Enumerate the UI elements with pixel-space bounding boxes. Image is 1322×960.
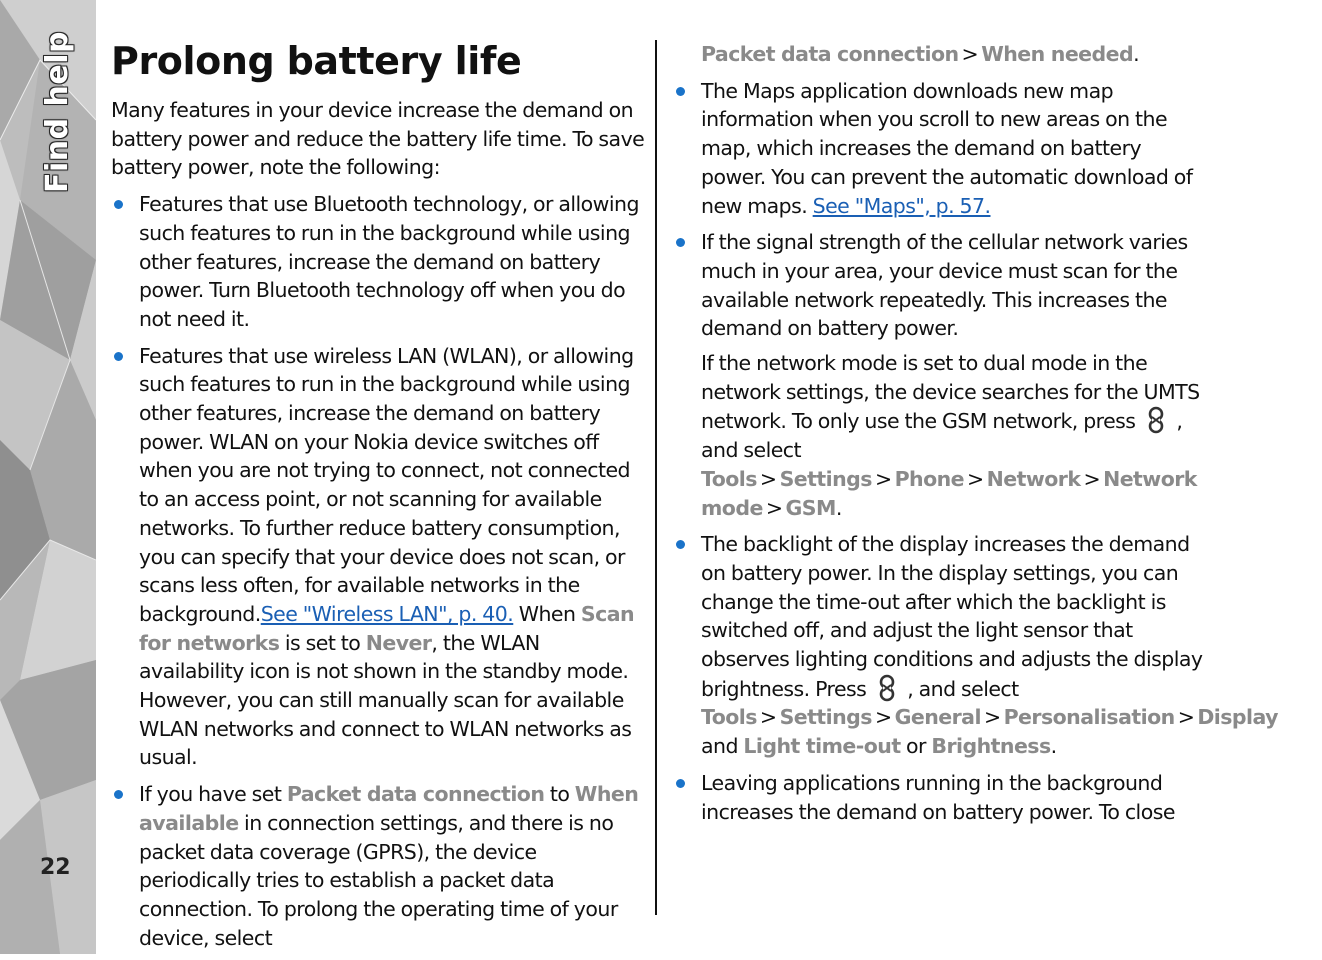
phone-option: Phone bbox=[894, 466, 965, 491]
packet-data-connection-option: Packet data connection bbox=[286, 782, 545, 807]
packet-text: If you have set bbox=[139, 782, 287, 807]
path-separator: > bbox=[1177, 705, 1195, 730]
menu-key-icon bbox=[874, 674, 900, 702]
page-number: 22 bbox=[40, 855, 71, 880]
backlight-text-5: . bbox=[1050, 734, 1057, 759]
packet-data-connection-option-2: Packet data connection bbox=[701, 42, 959, 66]
wireless-lan-link[interactable]: See "Wireless LAN", p. 40. bbox=[260, 601, 514, 626]
wlan-text: Features that use wireless LAN (WLAN), or allowing such features to run in the background while using other features, increase the demand on battery power. WLAN on your Nokia device switches off when you are not trying to connect, not connected to an access point, or not scanning for available networks. To further reduce battery consumption, you can specify that your device does not scan, or scans less often, for available networks in the background. bbox=[139, 343, 634, 626]
list-item-backlight bbox=[701, 530, 1278, 761]
display-option: Display bbox=[1197, 705, 1278, 730]
backlight-text: The backlight of the display increases the demand on battery power. In the display settings, you can change the time-out after which the backlight is switched off, and adjust the light sensor that observes lighting conditions and adjusts the display brightness. Press bbox=[701, 532, 1203, 701]
light-time-out-option: Light time-out bbox=[743, 734, 901, 759]
maps-link[interactable]: See "Maps", p. 57. bbox=[812, 193, 991, 218]
bullet-icon bbox=[676, 87, 685, 96]
brightness-option: Brightness bbox=[931, 734, 1051, 759]
when-available-option: When available bbox=[139, 782, 639, 835]
network-mode-text: If the network mode is set to dual mode in the network settings, the device searches for the UMTS network. To only use the GSM network, press bbox=[701, 351, 1200, 434]
packet-text-3: in connection settings, and there is no packet data coverage (GPRS), the device periodically tries to establish a packet data connection. To prolong the operating time of your device, select bbox=[139, 810, 618, 950]
bullet-icon bbox=[676, 540, 685, 549]
left-column bbox=[111, 38, 646, 960]
menu-key-icon bbox=[1143, 406, 1169, 434]
page-title: Prolong battery life bbox=[111, 39, 522, 83]
list-item-wlan bbox=[111, 342, 646, 773]
never-option: Never bbox=[365, 630, 432, 655]
path-separator: > bbox=[759, 466, 777, 491]
path-separator: > bbox=[983, 705, 1001, 730]
path-separator: > bbox=[874, 705, 892, 730]
bullet-icon bbox=[114, 790, 123, 799]
backlight-text-4: or bbox=[900, 734, 932, 759]
list-item-bluetooth bbox=[111, 190, 646, 334]
backlight-text-2: , and select bbox=[901, 676, 1019, 701]
packet-text-4: . bbox=[1133, 42, 1140, 66]
path-separator: > bbox=[874, 466, 892, 491]
column-divider bbox=[655, 40, 657, 915]
bullet-icon bbox=[676, 238, 685, 247]
tools-option: Tools bbox=[701, 466, 757, 491]
background-apps-text: Leaving applications running in the background increases the demand on battery power. To close bbox=[701, 770, 1175, 824]
general-option: General bbox=[894, 705, 981, 730]
settings-option: Settings bbox=[779, 466, 872, 491]
when-needed-option: When needed bbox=[981, 42, 1134, 66]
path-separator: > bbox=[765, 495, 783, 520]
bullet-icon bbox=[114, 200, 123, 209]
right-column bbox=[701, 40, 1278, 834]
path-separator: > bbox=[1083, 466, 1101, 491]
wlan-text-3: is set to bbox=[279, 630, 366, 655]
intro-paragraph: Many features in your device increase the demand on battery power and reduce the battery life time. To save battery power, note the following: bbox=[111, 98, 645, 180]
network-mode-option: Network mode bbox=[701, 466, 1197, 520]
path-separator: > bbox=[967, 466, 984, 491]
tools-option: Tools bbox=[701, 705, 757, 730]
tips-list bbox=[111, 190, 646, 952]
path-separator: > bbox=[961, 42, 979, 66]
backlight-text-3: and bbox=[701, 734, 744, 759]
bullet-icon bbox=[114, 352, 123, 361]
scan-for-networks-option: Scan for networks bbox=[139, 601, 635, 655]
list-item-background-apps bbox=[701, 769, 1206, 826]
personalisation-option: Personalisation bbox=[1003, 705, 1175, 730]
signal-text: If the signal strength of the cellular network varies much in your area, your device must scan for the available network repeatedly. This increases the demand on battery power. bbox=[701, 230, 1188, 341]
tips-list-continued bbox=[701, 40, 1278, 826]
wlan-text-4: , the WLAN availability icon is not shown in the standby mode. However, you can still manually scan for available WLAN networks and connect to WLAN networks as usual. bbox=[139, 630, 632, 770]
section-tab: Find help bbox=[40, 30, 75, 193]
gsm-option: GSM bbox=[785, 495, 836, 520]
network-mode-text-2: , and select bbox=[701, 409, 1183, 463]
packet-text-2: to bbox=[544, 782, 575, 807]
network-mode-paragraph bbox=[701, 349, 1206, 522]
list-item-packet-data-continued bbox=[701, 40, 1206, 69]
settings-option: Settings bbox=[779, 705, 872, 730]
sidebar bbox=[0, 0, 96, 954]
bullet-icon bbox=[676, 779, 685, 788]
maps-text: The Maps application downloads new map information when you scroll to new areas on the map, which increases the demand on battery power. You can prevent the automatic download of new maps. bbox=[701, 78, 1193, 218]
list-item-packet-data bbox=[111, 780, 646, 952]
list-item-maps bbox=[701, 77, 1206, 221]
wlan-text-2: When bbox=[513, 601, 581, 626]
list-item-signal bbox=[701, 228, 1206, 522]
network-mode-text-3: . bbox=[835, 495, 842, 520]
bluetooth-text: Features that use Bluetooth technology, or allowing such features to run in the background while using other features, increase the demand on battery power. Turn Bluetooth technology off when you do not need it. bbox=[139, 192, 639, 331]
path-separator: > bbox=[759, 705, 777, 730]
network-option: Network bbox=[986, 466, 1081, 491]
